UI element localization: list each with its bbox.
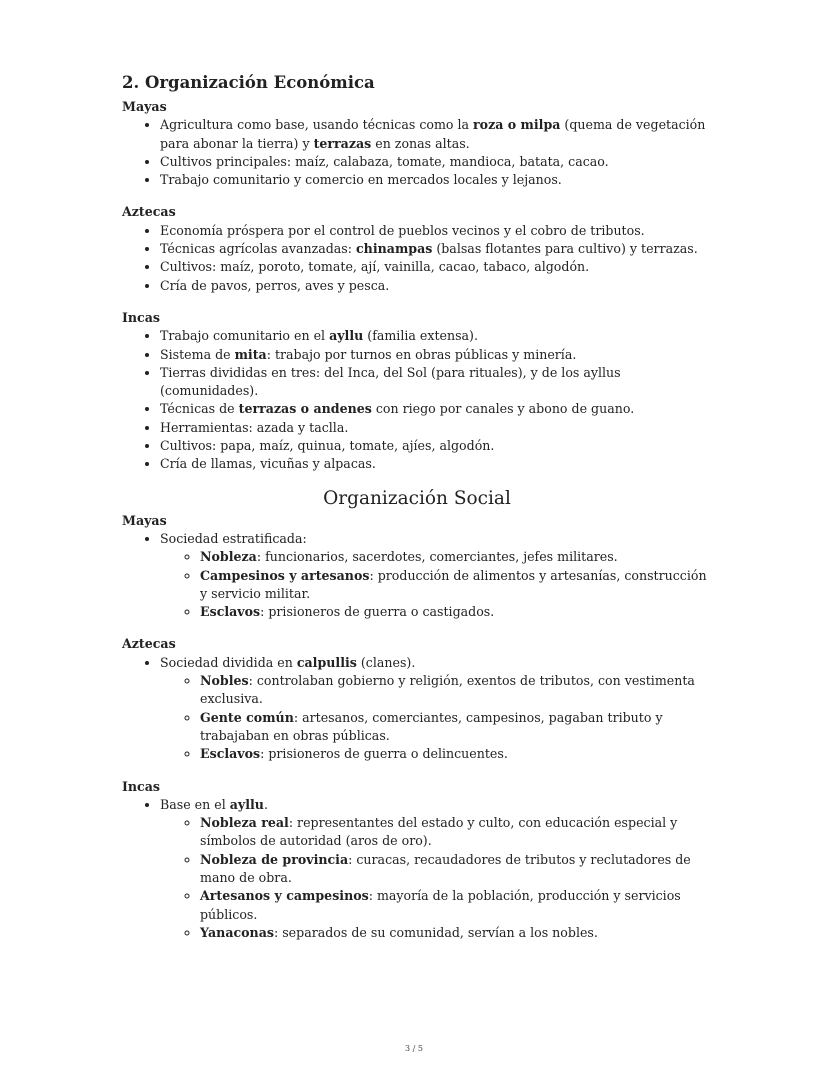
text-segment: Cultivos principales: maíz, calabaza, tomate, mandioca, batata, cacao. <box>160 153 609 169</box>
text-segment: Sociedad estratificada: <box>160 530 307 546</box>
civilization-group <box>122 635 712 763</box>
section-heading: Organización Social <box>323 487 511 509</box>
bullet-list <box>122 327 712 473</box>
sub-list <box>160 548 712 621</box>
bold-term: terrazas <box>313 135 372 151</box>
list-item <box>160 240 712 258</box>
text-segment: : producción de alimentos y artesanías, construcción y servicio militar. <box>200 567 707 601</box>
group-title: Incas <box>122 778 160 794</box>
text-segment: Sociedad dividida en <box>160 654 297 670</box>
group-title: Aztecas <box>122 636 176 652</box>
civilization-group <box>122 203 712 294</box>
text-segment: : trabajo por turnos en obras públicas y minería. <box>266 346 577 362</box>
text-segment: : prisioneros de guerra o castigados. <box>260 604 495 620</box>
bold-term: chinampas <box>356 241 433 257</box>
bold-term: Nobleza de provincia <box>200 851 349 867</box>
text-segment: (balsas flotantes para cultivo) y terrazas. <box>432 241 698 257</box>
group-title: Mayas <box>122 512 167 528</box>
list-item <box>160 400 712 418</box>
bold-term: Nobleza real <box>200 815 289 831</box>
text-segment: : curacas, recaudadores de tributos y reclutadores de mano de obra. <box>200 851 691 885</box>
bold-term: Nobleza <box>200 549 257 565</box>
sub-list-item <box>200 567 712 604</box>
text-segment: (familia extensa). <box>363 328 478 344</box>
text-segment: : artesanos, comerciantes, campesinos, pagaban tributo y trabajaban en obras públicas. <box>200 709 663 743</box>
bullet-list <box>122 116 712 189</box>
bold-term: Nobles <box>200 673 249 689</box>
civilization-group <box>122 98 712 189</box>
document-body <box>122 72 712 956</box>
text-segment: Cría de llamas, vicuñas y alpacas. <box>160 456 376 472</box>
sub-list <box>160 672 712 763</box>
list-item <box>160 258 712 276</box>
text-segment: Técnicas agrícolas avanzadas: <box>160 241 357 257</box>
page-number: 3 / 5 <box>405 1044 423 1053</box>
text-segment: : mayoría de la población, producción y servicios públicos. <box>200 888 681 922</box>
list-item <box>160 654 712 764</box>
bold-term: Gente común <box>200 709 294 725</box>
text-segment: : controlaban gobierno y religión, exentos de tributos, con vestimenta exclusiva. <box>200 673 695 707</box>
text-segment: Técnicas de <box>160 401 239 417</box>
bullet-list <box>122 796 712 942</box>
group-title: Incas <box>122 309 160 325</box>
sub-list-item <box>200 851 712 888</box>
sub-list <box>160 814 712 942</box>
bold-term: Artesanos y campesinos <box>200 888 369 904</box>
text-segment: Cría de pavos, perros, aves y pesca. <box>160 277 390 293</box>
bold-term: Campesinos y artesanos <box>200 567 370 583</box>
list-item <box>160 153 712 171</box>
text-segment: : prisioneros de guerra o delincuentes. <box>260 746 508 762</box>
sub-list-item <box>200 548 712 566</box>
text-segment: (clanes). <box>356 654 416 670</box>
list-item <box>160 327 712 345</box>
text-segment: Cultivos: papa, maíz, quinua, tomate, ajíes, algodón. <box>160 438 495 454</box>
list-item <box>160 346 712 364</box>
text-segment: Trabajo comunitario y comercio en mercados locales y lejanos. <box>160 172 562 188</box>
civilization-group <box>122 778 712 943</box>
bullet-list <box>122 654 712 764</box>
text-segment: Sistema de <box>160 346 235 362</box>
text-segment: . <box>263 796 268 812</box>
list-item <box>160 455 712 473</box>
sub-list-item <box>200 887 712 924</box>
text-segment: : separados de su comunidad, servían a los nobles. <box>273 924 598 940</box>
civilization-group <box>122 512 712 622</box>
list-item <box>160 277 712 295</box>
text-segment: (quema de vegetación para abonar la tierra) y <box>160 117 706 151</box>
list-item <box>160 171 712 189</box>
text-segment: Agricultura como base, usando técnicas como la <box>160 117 474 133</box>
bold-term: terrazas o andenes <box>238 401 372 417</box>
sub-list-item <box>200 814 712 851</box>
list-item <box>160 222 712 240</box>
bold-term: Esclavos <box>200 604 261 620</box>
text-segment: Base en el <box>160 796 230 812</box>
group-title: Mayas <box>122 99 167 114</box>
text-segment: Cultivos: maíz, poroto, tomate, ají, vainilla, cacao, tabaco, algodón. <box>160 259 590 275</box>
bold-term: Yanaconas <box>200 924 274 940</box>
bullet-list <box>122 222 712 295</box>
text-segment: : funcionarios, sacerdotes, comerciantes, jefes militares. <box>256 549 618 565</box>
sub-list-item <box>200 924 712 942</box>
text-segment: Trabajo comunitario en el <box>160 328 330 344</box>
section-heading: 2. Organización Económica <box>122 73 375 92</box>
sub-list-item <box>200 672 712 709</box>
bullet-list <box>122 530 712 621</box>
sub-list-item <box>200 603 712 621</box>
sub-list-item <box>200 709 712 746</box>
bold-term: Esclavos <box>200 746 261 762</box>
bold-term: mita <box>234 346 267 362</box>
group-title: Aztecas <box>122 204 176 220</box>
text-segment: en zonas altas. <box>371 135 470 151</box>
list-item <box>160 116 712 153</box>
text-segment: : representantes del estado y culto, con educación especial y símbolos de autoridad (aros de oro). <box>200 815 678 849</box>
bold-term: roza o milpa <box>473 117 561 133</box>
list-item <box>160 364 712 401</box>
bold-term: ayllu <box>229 796 264 812</box>
list-item <box>160 796 712 942</box>
civilization-group <box>122 309 712 474</box>
text-segment: con riego por canales y abono de guano. <box>371 401 635 417</box>
list-item <box>160 530 712 621</box>
list-item <box>160 437 712 455</box>
text-segment: Economía próspera por el control de pueblos vecinos y el cobro de tributos. <box>160 222 645 238</box>
bold-term: ayllu <box>329 328 364 344</box>
text-segment: Herramientas: azada y taclla. <box>160 419 349 435</box>
sub-list-item <box>200 745 712 763</box>
text-segment: Tierras divididas en tres: del Inca, del Sol (para rituales), y de los ayllus (comunidades). <box>160 364 621 399</box>
bold-term: calpullis <box>296 654 357 670</box>
list-item <box>160 419 712 437</box>
